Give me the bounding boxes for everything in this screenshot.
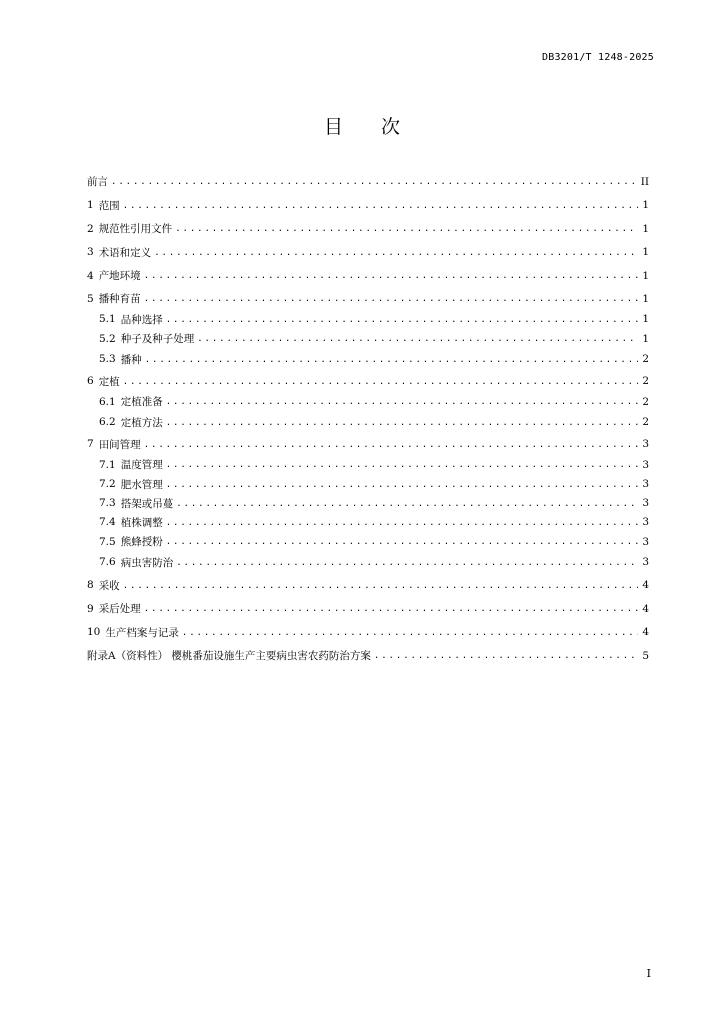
toc-entry-number: 10 bbox=[87, 626, 101, 639]
toc-entry-label: 田间管理 bbox=[98, 438, 141, 451]
toc-entry-7-1[interactable] bbox=[87, 455, 649, 474]
toc-entry-7-6[interactable] bbox=[87, 551, 649, 573]
toc-entry-number: 4 bbox=[87, 269, 94, 282]
toc-entry-page: 3 bbox=[642, 535, 649, 548]
toc-entry-label: 病虫害防治 bbox=[120, 556, 174, 569]
toc-entry-10[interactable] bbox=[87, 620, 649, 644]
page-number: I bbox=[646, 967, 651, 980]
toc-entry-5-1[interactable] bbox=[87, 310, 649, 329]
toc-leader-dots bbox=[197, 335, 638, 344]
toc-entry-page: 1 bbox=[642, 269, 649, 282]
toc-leader-dots bbox=[145, 356, 638, 365]
toc-entry-label: 范围 bbox=[98, 199, 120, 212]
toc-leader-dots bbox=[182, 629, 638, 638]
toc-entry-2[interactable] bbox=[87, 217, 649, 241]
toc-leader-dots bbox=[166, 419, 638, 428]
toc-entry-number: 7 bbox=[87, 438, 94, 451]
toc-entry-7-5[interactable] bbox=[87, 532, 649, 551]
toc-entry-4[interactable] bbox=[87, 264, 649, 288]
toc-leader-dots bbox=[144, 441, 638, 450]
toc-entry-number: 9 bbox=[87, 602, 94, 615]
toc-entry-1[interactable] bbox=[87, 194, 649, 218]
toc-entry-page: 1 bbox=[642, 246, 649, 259]
toc-entry-9[interactable] bbox=[87, 597, 649, 621]
toc-entry-label: 肥水管理 bbox=[120, 478, 163, 491]
toc-entry-label: 品种选择 bbox=[120, 313, 163, 326]
toc-title bbox=[0, 112, 724, 139]
toc-leader-dots bbox=[166, 398, 638, 407]
toc-entry-label: 生产档案与记录 bbox=[105, 626, 179, 639]
toc-title-part1: 目 bbox=[323, 116, 343, 138]
toc-entry-number: 6.2 bbox=[99, 416, 116, 429]
toc-entry-page: 2 bbox=[642, 416, 649, 429]
toc-entry-5-2[interactable] bbox=[87, 329, 649, 348]
toc-leader-dots bbox=[154, 249, 638, 258]
toc-entry-8[interactable] bbox=[87, 573, 649, 597]
toc-entry-number: 5.2 bbox=[99, 332, 116, 345]
toc-entry-page: 3 bbox=[642, 478, 649, 491]
toc-entry-5[interactable] bbox=[87, 288, 649, 310]
toc-entry-page: 3 bbox=[642, 438, 649, 451]
toc-entry-page: 2 bbox=[642, 375, 649, 388]
toc-entry-number: 6.1 bbox=[99, 395, 116, 408]
toc-entry-7-3[interactable] bbox=[87, 494, 649, 513]
toc-entry-number: 6 bbox=[87, 375, 94, 388]
toc-entry-page: 3 bbox=[642, 516, 649, 529]
toc-entry-page: 1 bbox=[642, 199, 649, 212]
toc-entry-label: 附录A（资料性） 樱桃番茄设施生产主要病虫害农药防治方案 bbox=[87, 650, 371, 663]
toc-entry-label: 定植方法 bbox=[120, 416, 163, 429]
toc-entry-page: 3 bbox=[642, 556, 649, 569]
toc-leader-dots bbox=[166, 519, 638, 528]
toc-entry-6-1[interactable] bbox=[87, 392, 649, 411]
toc-entry-label: 采后处理 bbox=[98, 603, 141, 616]
toc-entry-label: 采收 bbox=[98, 579, 120, 592]
toc-entry-3[interactable] bbox=[87, 241, 649, 265]
toc-entry-7-2[interactable] bbox=[87, 474, 649, 493]
toc-leader-dots bbox=[123, 582, 638, 591]
toc-entry-label: 种子及种子处理 bbox=[120, 333, 195, 346]
toc-entry-label: 前言 bbox=[87, 176, 108, 189]
toc-entry-foreword[interactable] bbox=[87, 170, 649, 194]
document-code: DB3201/T 1248-2025 bbox=[542, 52, 654, 63]
toc-leader-dots bbox=[144, 295, 638, 304]
toc-entry-page: 1 bbox=[642, 222, 649, 235]
toc-entry-number: 2 bbox=[87, 222, 94, 235]
toc-leader-dots bbox=[176, 500, 638, 509]
toc-entry-label: 搭架或吊蔓 bbox=[120, 497, 174, 510]
toc-entry-page: 1 bbox=[642, 292, 649, 305]
toc-entry-label: 定植 bbox=[98, 375, 120, 388]
toc-entry-page: 2 bbox=[642, 395, 649, 408]
toc-entry-page: 1 bbox=[642, 332, 649, 345]
toc-entry-label: 术语和定义 bbox=[98, 246, 152, 259]
toc-entry-5-3[interactable] bbox=[87, 348, 649, 370]
toc-leader-dots bbox=[175, 225, 638, 234]
toc-leader-dots bbox=[176, 559, 638, 568]
toc-entry-appendix-a[interactable] bbox=[87, 644, 649, 668]
toc-entry-page: 3 bbox=[642, 458, 649, 471]
toc-leader-dots bbox=[374, 652, 638, 661]
toc-leader-dots bbox=[123, 202, 638, 211]
toc-leader-dots bbox=[123, 378, 638, 387]
toc-entry-number: 8 bbox=[87, 579, 94, 591]
toc-entry-page: 3 bbox=[642, 497, 649, 510]
toc-leader-dots bbox=[144, 272, 638, 281]
toc-entry-page: 4 bbox=[642, 626, 649, 639]
toc-entry-page: II bbox=[640, 175, 649, 188]
toc-entry-number: 7.2 bbox=[99, 478, 116, 491]
toc-entry-number: 5 bbox=[87, 292, 94, 305]
toc-leader-dots bbox=[166, 538, 638, 547]
toc-entry-page: 5 bbox=[642, 649, 649, 662]
toc-entry-number: 3 bbox=[87, 246, 94, 259]
toc-entry-page: 4 bbox=[642, 579, 649, 591]
toc-entry-7-4[interactable] bbox=[87, 513, 649, 532]
toc-entry-label: 定植准备 bbox=[120, 396, 163, 409]
toc-leader-dots bbox=[166, 481, 638, 490]
toc-entry-number: 7.5 bbox=[99, 535, 116, 548]
toc-entry-number: 5.1 bbox=[99, 313, 116, 326]
toc-entry-number: 7.6 bbox=[99, 556, 116, 569]
toc-entry-number: 7.4 bbox=[99, 516, 116, 529]
toc-entry-label: 熊蜂授粉 bbox=[120, 536, 163, 549]
toc-entry-page: 1 bbox=[642, 313, 649, 326]
toc-entry-6[interactable] bbox=[87, 370, 649, 392]
toc-leader-dots bbox=[166, 461, 638, 470]
toc-entry-page: 4 bbox=[642, 602, 649, 615]
toc-entry-label: 植株调整 bbox=[120, 516, 163, 529]
toc-entry-label: 播种育苗 bbox=[98, 293, 141, 306]
toc-leader-dots bbox=[111, 178, 638, 187]
toc-entry-7[interactable] bbox=[87, 433, 649, 455]
toc-entry-label: 产地环境 bbox=[98, 270, 141, 283]
toc-entry-label: 播种 bbox=[120, 353, 142, 366]
toc-entry-number: 7.3 bbox=[99, 497, 116, 510]
table-of-contents bbox=[87, 170, 649, 667]
toc-entry-number: 5.3 bbox=[99, 353, 116, 366]
toc-entry-label: 规范性引用文件 bbox=[98, 223, 173, 236]
toc-entry-page: 2 bbox=[642, 353, 649, 366]
toc-entry-6-2[interactable] bbox=[87, 411, 649, 433]
toc-leader-dots bbox=[144, 605, 638, 614]
toc-entry-number: 1 bbox=[87, 199, 94, 212]
toc-leader-dots bbox=[166, 316, 638, 325]
toc-title-part2: 次 bbox=[381, 116, 401, 138]
toc-entry-number: 7.1 bbox=[99, 458, 116, 471]
toc-entry-label: 温度管理 bbox=[120, 459, 163, 472]
